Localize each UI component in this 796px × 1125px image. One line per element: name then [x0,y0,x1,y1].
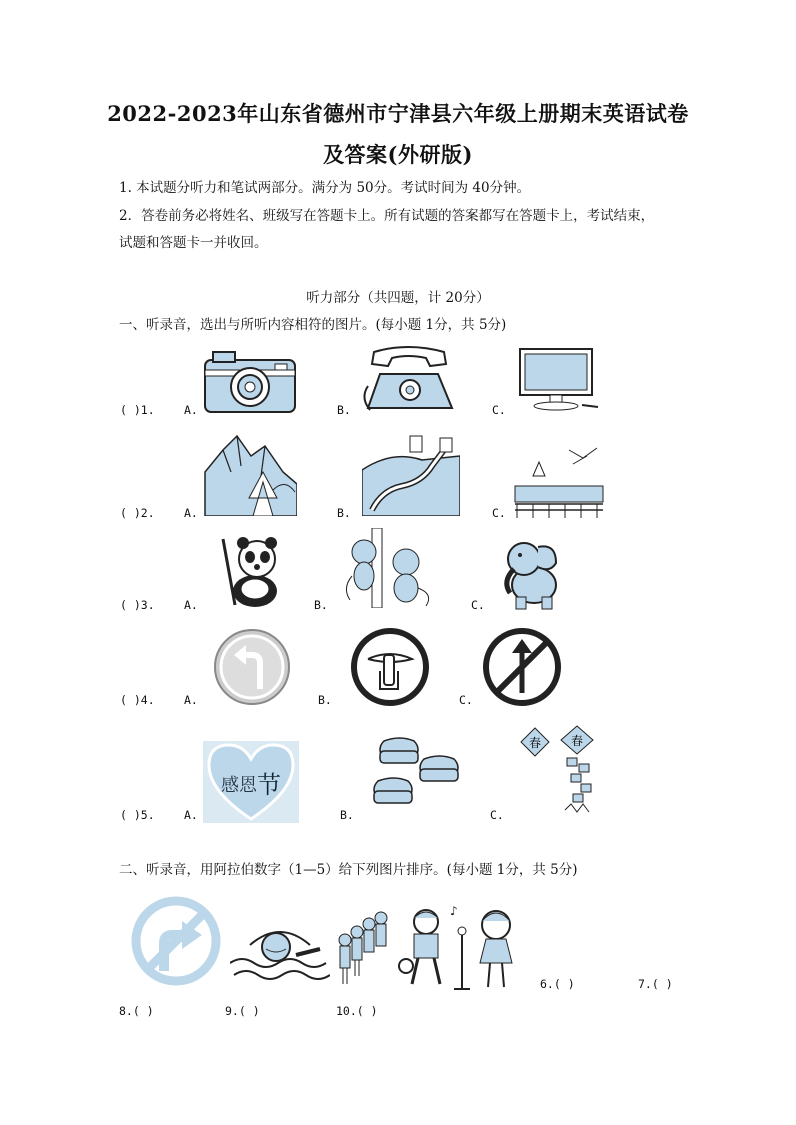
q3-number: ( )3. [120,598,155,612]
q1-option-a: A. [184,403,198,417]
no-noise-sign-icon [350,627,430,707]
svg-text:♪: ♪ [450,904,458,918]
panda-icon [215,535,287,609]
instruction-3: 试题和答题卡一并收回。 [119,235,268,251]
answer-label-10[interactable]: 10.( ) [336,1004,378,1018]
q3-option-c: C. [471,598,485,612]
mountain-icon [203,432,297,516]
football-boy-icon [398,908,450,992]
camera-icon [203,350,297,414]
section2-heading: 二、听录音，用阿拉伯数字（1—5）给下列图片排序。(每小题 1分，共 5分) [119,862,578,878]
q2-option-c: C. [492,506,506,520]
q2-option-a: A. [184,506,198,520]
answer-label-9[interactable]: 9.( ) [225,1004,260,1018]
mooncakes-icon [370,737,466,823]
lake-icon [513,446,605,518]
q4-option-b: B. [318,693,332,707]
q2-number: ( )2. [120,506,155,520]
answer-label-6[interactable]: 6.( ) [540,977,575,991]
computer-monitor-icon [516,347,602,413]
thanksgiving-heart-icon [203,741,299,823]
turn-left-sign-icon [212,627,292,707]
q3-option-b: B. [314,598,328,612]
q3-option-a: A. [184,598,198,612]
elephant-icon [494,535,570,611]
swimming-icon [230,915,330,987]
telephone-icon [360,346,458,414]
svg-text:节: 节 [257,771,281,799]
svg-text:感恩: 感恩 [221,775,257,796]
q5-option-a: A. [184,808,198,822]
answer-label-8[interactable]: 8.( ) [119,1004,154,1018]
q1-option-b: B. [337,403,351,417]
no-entry-sign-icon [482,627,562,707]
q2-option-b: B. [337,506,351,520]
answer-label-7[interactable]: 7.( ) [638,977,673,991]
singing-girl-icon [450,903,526,991]
queue-children-icon [335,910,393,986]
q5-number: ( )5. [120,808,155,822]
no-right-turn-sign-icon [130,895,222,987]
spring-festival-icon [515,724,607,820]
q5-option-b: B. [340,808,354,822]
instruction-1: 1. 本试题分听力和笔试两部分。满分为 50分。考试时间为 40分钟。 [119,180,531,196]
instruction-2: 2．答卷前务必将姓名、班级写在答题卡上。所有试题的答案都写在答题卡上，考试结束， [119,208,655,224]
section1-heading: 一、听录音，选出与所听内容相符的图片。(每小题 1分，共 5分) [119,317,507,333]
q4-option-a: A. [184,693,198,707]
svg-text:春: 春 [571,734,584,748]
q4-number: ( )4. [120,693,155,707]
q1-option-c: C. [492,403,506,417]
q5-option-c: C. [490,808,504,822]
document-title-line2: 及答案(外研版) [323,142,473,167]
q4-option-c: C. [459,693,473,707]
q1-number: ( )1. [120,403,155,417]
document-title-line1: 2022-2023年山东省德州市宁津县六年级上册期末英语试卷 [107,101,689,126]
listening-header: 听力部分（共四题，计 20分） [306,290,490,306]
svg-text:春: 春 [529,736,542,750]
great-wall-icon [362,430,460,516]
monkeys-icon [342,528,436,608]
